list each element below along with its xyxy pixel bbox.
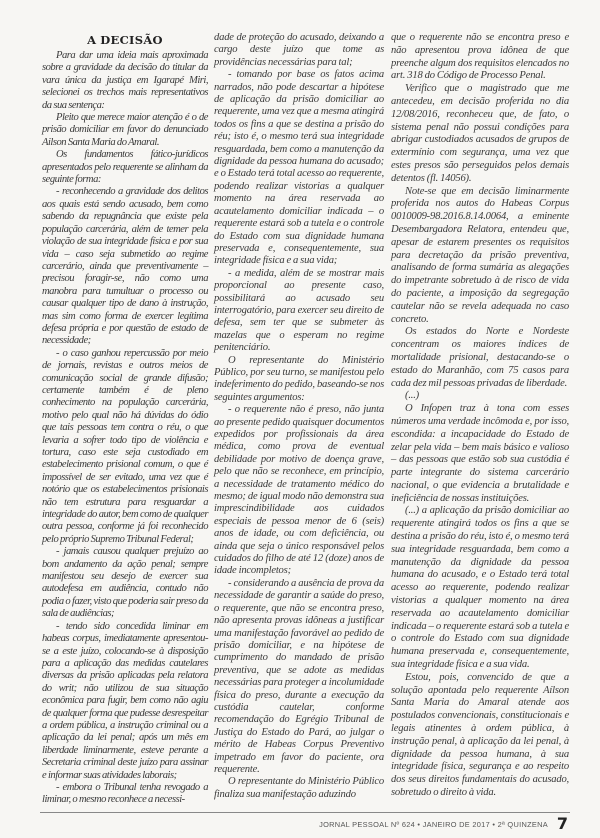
page-number: 7 <box>556 814 568 833</box>
paragraph: - considerando a ausência de prova da necessidade de garantir a saúde do preso, o requerente, que não se encontra preso, não apresenta provas idôneas a justificar uma manifestação favorável ao pedido de prisão domiciliar, e na hipótese de cumprimento do mandado de prisão preventiva, que se adote as medidas necessárias para proteger a incolumidade física do preso, durante a execução da custódia cautelar, conforme recomendação do Egrégio Tribunal de Justiça do Estado do Pará, ao julgar o mérito de Habeas Corpus Preventivo impetrado em favor do paciente, ora requerente. <box>214 577 384 775</box>
footer-divider <box>40 812 570 813</box>
paragraph: - a medida, além de se mostrar mais proporcional ao presente caso, possibilitará ao acusado seu interrogatório, para exercer seu direito de defesa, sem ter que se submeter às mazelas que o esperam no regime penitenciário. <box>214 267 384 354</box>
paragraph: Pleito que merece maior atenção é o de prisão domiciliar em favor do denunciado Ailson Santa Maria do Amaral. <box>42 112 208 148</box>
paragraph: - o caso ganhou repercussão por meio de jornais, revistas e outros meios de comunicação social de grande difusão; certamente também é de pleno conhecimento na população carcerária, motivo pelo qual não há dúvidas do ódio que tais pessoas tem contra o réu, o que levaria a sofrer todo tipo de violência e tortura, caso este seja custodiado em estabelecimento prisional comum, o que é impossível de ser evitado, uma vez que é notório que os estabelecimentos prisionais não tem estrutura para resguardar a integridade do autor, bem como de qualquer outra pessoa, conforme já foi reconhecido pelo próprio Supremo Tribunal Federal; <box>42 347 208 545</box>
paragraph: Note-se que em decisão liminarmente proferida nos autos do Habeas Corpus 0010009-98.2016.8.14.0064, a eminente Desembargadora Relatora, entendeu que, apesar de estarem presentes os requisitos para decretação da prisão preventiva, analisando de forma sumária as alegações do impetrante sobretudo à de risco de vida do paciente, a imposição da segregação cautelar não se revela adequada no caso concreto. <box>391 185 569 325</box>
paragraph: dade de proteção do acusado, deixando a cargo deste juízo que tome as providências necessárias para tal; <box>214 32 384 68</box>
footer-publication: JORNAL PESSOAL Nº 624 • JANEIRO DE 2017 • 2ª QUINZENA <box>319 820 548 829</box>
paragraph: - tendo sido concedida liminar em habeas corpus, imediatamente apresentou-se a este juízo, colocando-se à disposição para a aplicação das medidas cautelares diversas da prisão aplicadas pela relatora do writ; não utilizou de sua situação econômica para fugir, bem como não agiu de qualquer forma que pudesse desrespeitar a ordem pública, a instrução criminal ou a aplicação da lei penal; após um mês em liberdade liminarmente, esteve perante a Secretaria criminal deste juízo para assinar e informar suas atividades laborais; <box>42 620 208 781</box>
paragraph: - o requerente não é preso, não junta ao presente pedido quaisquer documentos expedidos por profissionais da área médica, como prova de eventual debilidade por motivo de doença grave, pelo que não se reconhece, em princípio, a necessidade de tratamento médico do mesmo; de igual modo não demonstra sua imprescindibilidade aos cuidados especiais de pessoa menor de 6 (seis) anos de idade, ou com deficiência, ou ainda que seja o único responsável pelos cuidados do filho de até 12 (doze) anos de idade incompletos; <box>214 404 384 577</box>
column-3 <box>391 32 569 800</box>
paragraph: que o requerente não se encontra preso e não apresentou prova idônea de que preenche algum dos requisitos elencados no art. 318 do Código de Processo Penal. <box>391 32 569 82</box>
paragraph: - tomando por base os fatos acima narrados, não pode descartar a hipótese de aplicação da prisão domiciliar ao requerente, uma vez que a mesma atingirá todos os fins a que se destina a prisão do réu; isto é, o mesmo terá sua integridade resguardada, bem como a manutenção da dignidade da pessoa humana do acusado; e o Estado terá total acesso ao requerente, podendo realizar vistorias a qualquer momento na área reservada ao acautelamento domiciliar indicada – o requerente estará sob a tutela e o controle do Estado com sua dignidade humana preservada e, consequentemente, sua integridade física e a sua vida; <box>214 69 384 267</box>
paragraph: (...) <box>405 390 420 402</box>
paragraph: - reconhecendo a gravidade dos delitos aos quais está sendo acusado, bem como sabendo da repugnância que existe pela população carcerária, além de temer pela violação de sua integridade física e por sua vida – caso seja submetido ao regime carcerário, ainda que preventivamente – precisou foragir-se, não como uma manobra para tumultuar o processo ou causar qualquer tipo de dano à instrução, mas sim como forma de exercer legítima defesa própria e por questão de estado de necessidade; <box>42 186 208 347</box>
paragraph: O Infopen traz à tona com esses números uma verdade incômoda e, por isso, escondida: a incapacidade do Estado de zelar pela vida – bem mais básico e valioso – das pessoas que estão sob sua custódia é parte integrante do sistema carcerário nacional, o que evidencia a brutalidade e ineficiência de nossas instituições. <box>391 403 569 504</box>
paragraph: Os fundamentos fático-jurídicos apresentados pelo requerente se alinham da seguinte forma: <box>42 149 208 186</box>
paragraph: - embora o Tribunal tenha revogado a liminar, o mesmo reconhece a necessi- <box>42 781 208 806</box>
paragraph: O representante do Ministério Público finaliza sua manifestação aduzindo <box>214 776 384 800</box>
column-2 <box>214 32 384 801</box>
column-1 <box>42 32 208 807</box>
paragraph: Para dar uma ideia mais aproximada sobre a gravidade da decisão do titular da vara única da justiça em Igarapé Miri, selecionei os trechos mais representativos da sua sentença: <box>42 50 208 111</box>
paragraph: O representante do Ministério Público, por seu turno, se manifestou pelo indeferimento do pedido, baseando-se nos seguintes argumentos: <box>214 354 384 403</box>
paragraph: - jamais causou qualquer prejuízo ao bom andamento da ação penal; sempre manifestou seu desejo de exercer sua autodefesa em audiência, contudo não podia o fazer, visto que poderia sair preso da sala de audiências; <box>42 546 208 620</box>
paragraph: Verifico que o magistrado que me antecedeu, em decisão proferida no dia 12/08/2016, reconheceu que, de fato, o sistema penal não possui condições para abrigar custodiados acusados de grupos de extermínio com segurança, uma vez que estes presos são perseguidos pelos demais detentos (fl. 14056). <box>391 83 569 184</box>
section-heading: A DECISÃO <box>87 33 163 47</box>
paragraph: Estou, pois, convencido de que a solução apontada pelo requerente Aílson Santa Maria do Amaral atende aos postulados convencionais, constitucionais e legais atinentes à ordem pública, à instrução penal, à aplicação da lei penal, à dignidade da pessoa humana, à sua integridade física, segurança e ao respeito dos seus direitos fundamentais do acusado, sobretudo o direito à vida. <box>391 671 569 799</box>
paragraph: (...) a aplicação da prisão domiciliar ao requerente atingirá todos os fins a que se destina a prisão do réu, isto é, o mesmo terá sua integridade resguardada, bem como a manutenção da dignidade da pessoa humana do acusado, e o Estado terá total acesso ao requerente, podendo realizar vistorias a qualquer momento na área reservada ao acautelamento domiciliar indicada – o requerente estará sob a tutela e o controle do Estado com sua dignidade humana preservada e, consequentemente, sua integridade física e a sua vida. <box>391 505 569 671</box>
paragraph: Os estados do Norte e Nordeste concentram os maiores índices de mortalidade prisional, destacando-se o estado do Maranhão, com 75 casos para cada dez mil pessoas privadas de liberdade. <box>391 326 569 389</box>
